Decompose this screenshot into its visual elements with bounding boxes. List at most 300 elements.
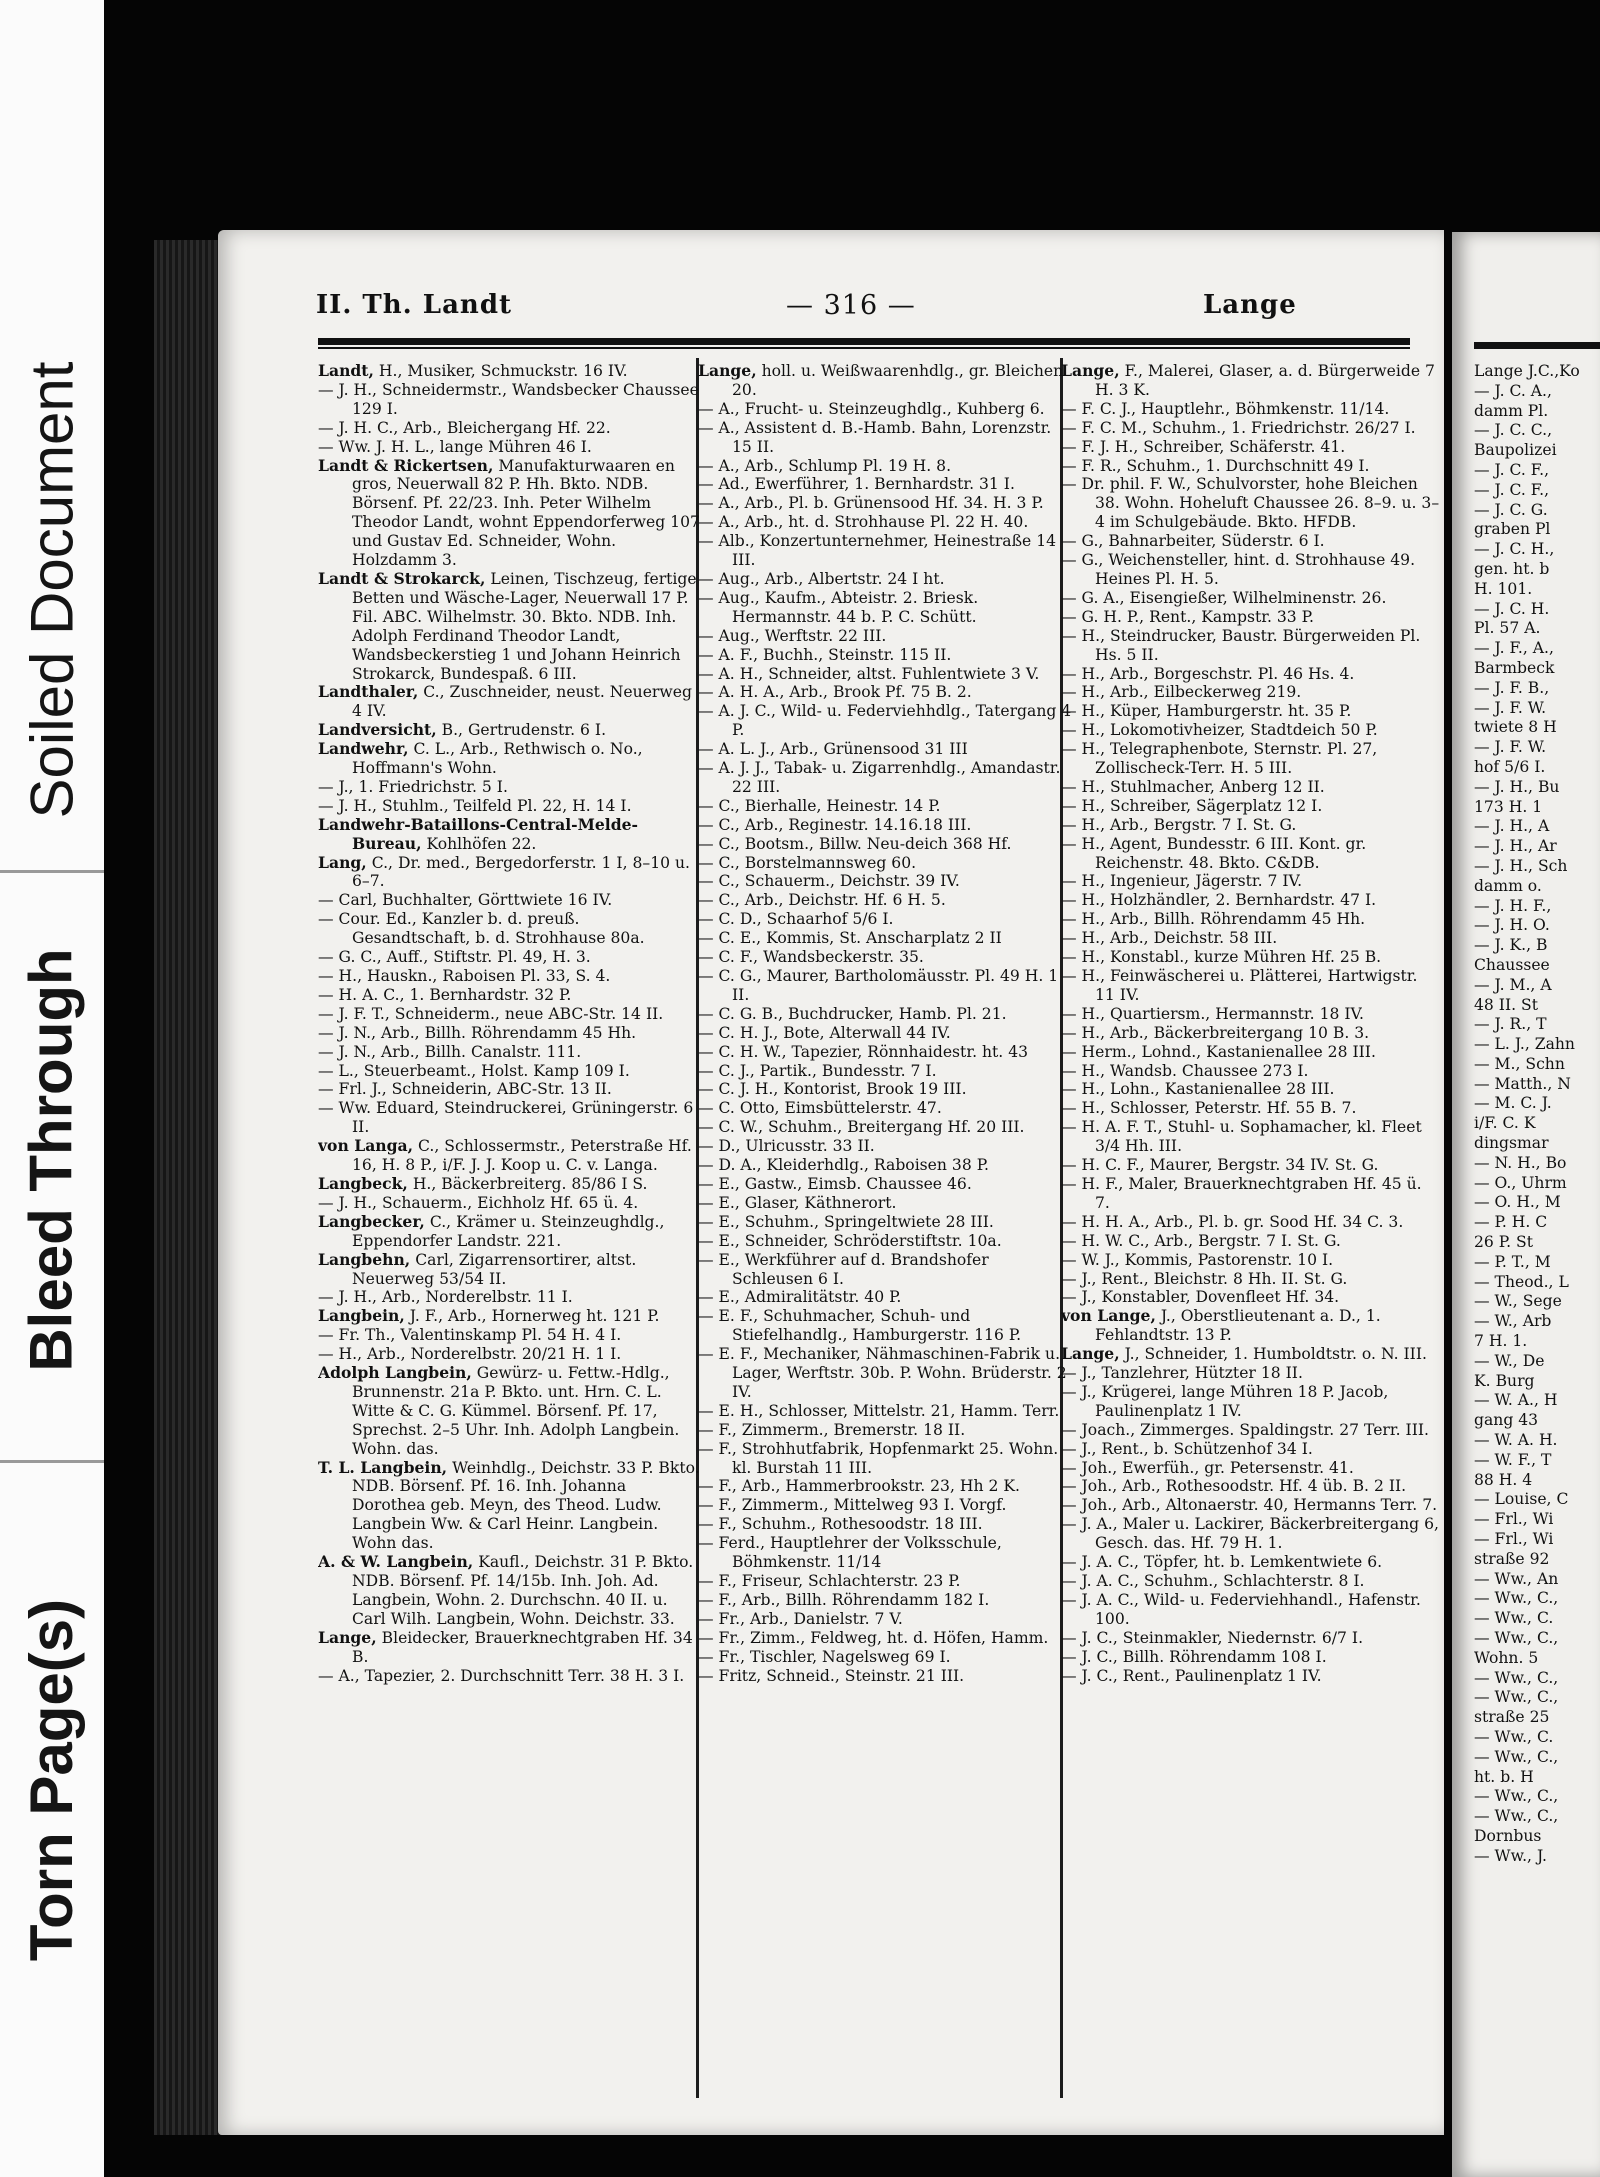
directory-entry <box>698 910 1073 929</box>
entry-text: Bleidecker, Brauerknechtgraben Hf. 34 B. <box>352 1628 693 1666</box>
adjacent-page-line: — Ww., J. <box>1474 1846 1547 1865</box>
entry-name: Landt & Rickertsen, <box>318 455 494 475</box>
entry-text: — F., Strohhutfabrik, Hopfenmarkt 25. Wohn. kl. Burstah 11 III. <box>698 1439 1059 1477</box>
entry-text: — J. C., Rent., Paulinenplatz 1 IV. <box>1061 1666 1322 1685</box>
entry-text: — H., Lokomotivheizer, Stadtdeich 50 P. <box>1061 721 1378 740</box>
entry-text: C., Schlossermstr., Peterstraße Hf. 16, H. 8 P., i/F. J. J. Koop u. C. v. Langa. <box>352 1137 692 1175</box>
directory-entry <box>318 797 700 816</box>
adjacent-page-line: Chaussee <box>1474 955 1550 974</box>
entry-text: — H., Schlosser, Peterstr. Hf. 55 B. 7. <box>1061 1099 1357 1118</box>
directory-entry <box>698 1515 1073 1534</box>
directory-entry <box>1061 1496 1441 1515</box>
adjacent-page-line: — J. H., Ar <box>1474 837 1557 856</box>
entry-text: — A., Arb., ht. d. Strohhause Pl. 22 H. 40. <box>698 513 1029 532</box>
adjacent-page-line: twiete 8 H <box>1474 718 1557 737</box>
directory-entry <box>698 835 1073 854</box>
entry-text: — H., Hauskn., Raboisen Pl. 33, S. 4. <box>318 967 611 985</box>
entry-text: holl. u. Weißwaarenhdlg., gr. Bleichen 20. <box>732 362 1064 399</box>
entry-name: von Langa, <box>318 1136 414 1156</box>
directory-entry <box>1061 419 1441 438</box>
directory-entry <box>698 589 1073 627</box>
directory-entry <box>698 854 1073 873</box>
entry-name: Langbecker, <box>318 1211 425 1231</box>
entry-text: — H., Konstabl., kurze Mühren Hf. 25 B. <box>1061 948 1382 967</box>
entry-text: — J., Konstabler, Dovenfleet Hf. 34. <box>1061 1288 1340 1307</box>
entry-name: Landt, <box>318 362 374 380</box>
entry-text: — H., Lohn., Kastanienallee 28 III. <box>1061 1080 1335 1099</box>
directory-entry <box>318 570 700 683</box>
entry-text: — H., Quartiersm., Hermannstr. 18 IV. <box>1061 1004 1365 1023</box>
directory-entry <box>698 891 1073 910</box>
entry-text: — J., Tanzlehrer, Hützter 18 II. <box>1061 1364 1303 1383</box>
entry-text: — J. H., Schauerm., Eichholz Hf. 65 ü. 4. <box>318 1193 639 1212</box>
entry-text: — J., Rent., Bleichstr. 8 Hh. II. St. G. <box>1061 1269 1348 1288</box>
directory-entry <box>698 532 1073 570</box>
entry-text: Gewürz- u. Fettw.-Hdlg., Brunnenstr. 21a P. Bkto. unt. Hrn. C. L. Witte & C. G. Kümmel. Börsenf. Pf. 17, Sprechst. 2–5 Uhr. Inh. Adolph Langbein. Wohn. das. <box>352 1364 680 1458</box>
adjacent-page-line: — L. J., Zahn <box>1474 1035 1575 1054</box>
entry-name: Adolph Langbein, <box>318 1363 472 1383</box>
adjacent-page-line: — W., Sege <box>1474 1292 1562 1311</box>
directory-entry <box>318 1345 700 1364</box>
directory-entry <box>1061 665 1441 684</box>
entry-text: — J. H., Stuhlm., Teilfeld Pl. 22, H. 14 I. <box>318 796 632 815</box>
directory-entry <box>698 740 1073 759</box>
adjacent-page-line: — J. C. H. <box>1474 599 1550 618</box>
directory-entry <box>318 778 700 797</box>
adjacent-page-line: — Ww., C., <box>1474 1807 1559 1826</box>
entry-text: — E., Gastw., Eimsb. Chaussee 46. <box>698 1174 972 1193</box>
directory-entry <box>1061 1099 1441 1118</box>
directory-entry <box>318 1629 700 1667</box>
directory-entry <box>698 1232 1073 1251</box>
directory-entry <box>1061 1515 1441 1553</box>
directory-entry <box>1061 1156 1441 1175</box>
entry-name: Landt & Strokarck, <box>318 568 486 588</box>
directory-entry <box>1061 778 1441 797</box>
entry-text: — C., Arb., Deichstr. Hf. 6 H. 5. <box>698 891 946 910</box>
entry-text: — A., Arb., Pl. b. Grünensood Hf. 34. H. 3 P. <box>698 494 1044 513</box>
entry-text: Leinen, Tischzeug, fertige Betten und Wäsche-Lager, Neuerwall 17 P. Fil. ABC. Wilhelmstr. 30. Bkto. NDB. Inh. Adolph Ferdinand Theodor Landt, Wandsbeckerstieg 1 und Johann Heinrich Strokarck, Bundespaß. 6 III. <box>352 569 697 683</box>
entry-text: — J. H., Arb., Norderelbstr. 11 I. <box>318 1288 573 1307</box>
directory-entry <box>698 1477 1073 1496</box>
adjacent-page-line: — W. A., H <box>1474 1391 1558 1410</box>
directory-entry <box>318 1251 700 1289</box>
entry-text: C., Zuschneider, neust. Neuerweg 4 IV. <box>352 683 692 721</box>
directory-entry <box>318 1005 700 1024</box>
directory-entry <box>698 419 1073 457</box>
directory-entry <box>318 1667 700 1686</box>
adjacent-page-line: — W., Arb <box>1474 1312 1552 1331</box>
directory-entry <box>1061 1345 1441 1364</box>
directory-entry <box>698 1194 1073 1213</box>
adjacent-page-line: i/F. C. K <box>1474 1114 1536 1133</box>
directory-entry <box>318 683 700 721</box>
entry-text: — Fr., Zimm., Feldweg, ht. d. Höfen, Hamm. <box>698 1628 1049 1647</box>
entry-text: — F., Schuhm., Rothesoodstr. 18 III. <box>698 1515 983 1534</box>
directory-entry <box>318 1194 700 1213</box>
directory-entry <box>318 1288 700 1307</box>
directory-entry <box>698 1610 1073 1629</box>
entry-name: Landversicht, <box>318 720 437 740</box>
directory-entry <box>318 438 700 457</box>
directory-entry <box>698 1629 1073 1648</box>
directory-entry <box>698 929 1073 948</box>
entry-text: — Frl. J., Schneiderin, ABC-Str. 13 II. <box>318 1080 612 1099</box>
entry-name: Langbein, <box>318 1306 405 1326</box>
entry-text: — C. J. H., Kontorist, Brook 19 III. <box>698 1080 967 1099</box>
adjacent-page-line: — J. C. F., <box>1474 460 1550 479</box>
label-bleed-through: Bleed Through <box>18 948 85 1372</box>
entry-text: — Fritz, Schneid., Steinstr. 21 III. <box>698 1666 965 1685</box>
adjacent-page-line: — Theod., L <box>1474 1272 1569 1291</box>
directory-entry <box>698 1591 1073 1610</box>
adjacent-page-lines <box>1474 362 1600 1867</box>
adjacent-page-line: — J. H. F., <box>1474 896 1552 915</box>
adjacent-page-line: — Ww., C., <box>1474 1629 1559 1647</box>
directory-entry <box>318 967 700 986</box>
directory-entry <box>318 740 700 778</box>
entry-text: — F., Arb., Billh. Röhrendamm 182 I. <box>698 1590 990 1609</box>
entry-text: — C. J., Partik., Bundesstr. 7 I. <box>698 1061 937 1080</box>
entry-text: — Joh., Arb., Rothesoodstr. Hf. 4 üb. B. 2 II. <box>1061 1477 1407 1496</box>
entry-text: Manufakturwaaren en gros, Neuerwall 82 P. Hh. Bkto. NDB. Börsenf. Pf. 22/23. Inh. Peter Wilhelm Theodor Landt, wohnt Eppendorferweg 107 und Gustav Ed. Schneider, Wohn. Holzdamm 3. <box>352 456 700 570</box>
entry-text: — G. H. P., Rent., Kampstr. 33 P. <box>1061 607 1314 626</box>
adjacent-page-line: straße 92 <box>1474 1549 1550 1568</box>
directory-entry <box>1061 1043 1441 1062</box>
directory-entry <box>698 759 1073 797</box>
directory-entry <box>698 400 1073 419</box>
entry-text: F., Malerei, Glaser, a. d. Bürgerweide 7 H. 3 K. <box>1095 362 1435 399</box>
directory-page <box>218 230 1444 2135</box>
directory-entry <box>698 1251 1073 1289</box>
directory-entry <box>1061 891 1441 910</box>
entry-text: — Fr., Tischler, Nagelsweg 69 I. <box>698 1647 951 1666</box>
entry-text: — Ad., Ewerführer, 1. Bernhardstr. 31 I. <box>698 475 1015 494</box>
adjacent-page-line: ht. b. H <box>1474 1767 1534 1786</box>
entry-text: — F. C. J., Hauptlehr., Böhmkenstr. 11/14. <box>1061 399 1390 418</box>
directory-entry <box>698 457 1073 476</box>
directory-entry <box>698 1307 1073 1345</box>
directory-entry <box>698 1080 1073 1099</box>
entry-text: J., Oberstlieutenant a. D., 1. Fehlandtstr. 13 P. <box>1095 1307 1381 1345</box>
entry-text: C., Dr. med., Bergedorferstr. 1 I, 8–10 u. 6–7. <box>352 853 690 891</box>
annotation-label-strip <box>0 0 104 2177</box>
entry-text: — C., Schauerm., Deichstr. 39 IV. <box>698 872 960 891</box>
directory-entry <box>318 1043 700 1062</box>
entry-text: — H., Telegraphenbote, Sternstr. Pl. 27, Zollischeck-Terr. H. 5 III. <box>1061 740 1378 778</box>
entry-text: — Cour. Ed., Kanzler b. d. preuß. Gesandtschaft, b. d. Strohhause 80a. <box>318 910 645 948</box>
adjacent-header-rule <box>1474 342 1600 349</box>
entry-name: von Lange, <box>1061 1306 1156 1326</box>
entry-text: J., Schneider, 1. Humboldtstr. o. N. III. <box>1119 1345 1427 1364</box>
entry-text: — H., Arb., Borgeschstr. Pl. 46 Hs. 4. <box>1061 664 1355 683</box>
entry-text: — Ferd., Hauptlehrer der Volksschule, Böhmkenstr. 11/14 <box>698 1534 1002 1572</box>
entry-text: — J. A. C., Wild- u. Federviehhandl., Hafenstr. 100. <box>1061 1590 1421 1628</box>
entry-text: H., Musiker, Schmuckstr. 16 IV. <box>373 362 628 380</box>
entry-text: — H., Holzhändler, 2. Bernhardstr. 47 I. <box>1061 891 1377 910</box>
adjacent-page-line: — Ww., An <box>1474 1569 1559 1588</box>
entry-text: — E. F., Mechaniker, Nähmaschinen-Fabrik u. Lager, Werftstr. 30b. P. Wohn. Brüderstr. 2 IV. <box>698 1345 1067 1401</box>
entry-text: — H., Schreiber, Sägerplatz 12 I. <box>1061 796 1323 815</box>
entry-text: — A. F., Buchh., Steinstr. 115 II. <box>698 645 952 664</box>
directory-entry <box>318 1307 700 1326</box>
entry-text: — H., Steindrucker, Baustr. Bürgerweiden Pl. Hs. 5 II. <box>1061 626 1421 664</box>
directory-entry <box>318 948 700 967</box>
entry-text: — F., Arb., Hammerbrookstr. 23, Hh 2 K. <box>698 1477 1020 1496</box>
entry-text: — H. A. F. T., Stuhl- u. Sophamacher, kl. Fleet 3/4 Hh. III. <box>1061 1118 1422 1156</box>
directory-entry <box>698 362 1073 400</box>
directory-entry <box>1061 1421 1441 1440</box>
directory-entry <box>1061 1270 1441 1289</box>
adjacent-page-line: Lange J.C.,Ko <box>1474 362 1580 380</box>
directory-entry <box>318 1080 700 1099</box>
adjacent-page-line: — O. H., M <box>1474 1193 1561 1212</box>
directory-entry <box>698 665 1073 684</box>
entry-text: — J. C., Billh. Röhrendamm 108 I. <box>1061 1647 1327 1666</box>
directory-entry <box>1061 1591 1441 1629</box>
adjacent-page-line: 88 H. 4 <box>1474 1470 1533 1489</box>
entry-text: B., Gertrudenstr. 6 I. <box>436 721 607 740</box>
adjacent-page-line: — Matth., N <box>1474 1074 1571 1093</box>
entry-text: — E. H., Schlosser, Mittelstr. 21, Hamm. Terr. <box>698 1401 1060 1420</box>
entry-text: — D., Ulricusstr. 33 II. <box>698 1137 875 1156</box>
adjacent-page-line: — Louise, C <box>1474 1490 1569 1509</box>
directory-entry <box>698 1421 1073 1440</box>
adjacent-page-line: — Ww., C. <box>1474 1727 1554 1746</box>
entry-text: — C., Borstelmannsweg 60. <box>698 853 917 872</box>
directory-entry <box>1061 627 1441 665</box>
directory-entry <box>318 381 700 419</box>
entry-text: Kohlhöfen 22. <box>421 834 537 853</box>
adjacent-page-line: K. Burg <box>1474 1371 1535 1390</box>
adjacent-page-line: 7 H. 1. <box>1474 1332 1528 1351</box>
entry-text: H., Bäckerbreiterg. 85/86 I S. <box>407 1174 648 1193</box>
entry-text: — A. H. A., Arb., Brook Pf. 75 B. 2. <box>698 683 972 702</box>
entry-text: — H. F., Maler, Brauerknechtgraben Hf. 45 ü. 7. <box>1061 1174 1422 1212</box>
adjacent-page-line: — J. F., A., <box>1474 639 1554 658</box>
entry-text: — H. H. A., Arb., Pl. b. gr. Sood Hf. 34 C. 3. <box>1061 1212 1404 1231</box>
entry-text: — L., Steuerbeamt., Holst. Kamp 109 I. <box>318 1061 630 1080</box>
directory-entry <box>1061 1667 1441 1686</box>
entry-text: — A. J. C., Wild- u. Federviehhdlg., Tatergang 4 P. <box>698 702 1072 740</box>
entry-text: — F. J. H., Schreiber, Schäferstr. 41. <box>1061 437 1346 456</box>
directory-entry <box>318 986 700 1005</box>
directory-entry <box>318 1099 700 1137</box>
directory-entry <box>1061 967 1441 1005</box>
entry-text: — E., Werkführer auf d. Brandshofer Schleusen 6 I. <box>698 1250 989 1288</box>
directory-entry <box>698 1534 1073 1572</box>
directory-entry <box>698 1667 1073 1686</box>
entry-text: — J., 1. Friedrichstr. 5 I. <box>318 777 508 796</box>
directory-entry <box>318 1137 700 1175</box>
entry-text: — Aug., Werftstr. 22 III. <box>698 626 887 645</box>
entry-text: — G., Weichensteller, hint. d. Strohhause 49. Heines Pl. H. 5. <box>1061 551 1416 588</box>
directory-entry <box>698 1175 1073 1194</box>
entry-text: — J. F. T., Schneiderm., neue ABC-Str. 14 II. <box>318 1004 664 1023</box>
entry-text: — C., Arb., Reginestr. 14.16.18 III. <box>698 815 972 834</box>
directory-entry <box>1061 1553 1441 1572</box>
directory-entry <box>1061 532 1441 551</box>
entry-text: — C. E., Kommis, St. Anscharplatz 2 II <box>698 929 1002 948</box>
adjacent-page-line: — O., Uhrm <box>1474 1173 1567 1192</box>
adjacent-page-line: 173 H. 1 <box>1474 797 1543 816</box>
entry-text: — A. H., Schneider, altst. Fuhlentwiete 3 V. <box>698 664 1040 683</box>
entry-text: — H., Arb., Norderelbstr. 20/21 H. 1 I. <box>318 1345 622 1364</box>
directory-entry <box>318 419 700 438</box>
directory-entry <box>698 1005 1073 1024</box>
column-2 <box>698 362 1073 2097</box>
directory-entry <box>1061 1213 1441 1232</box>
directory-entry <box>318 910 700 948</box>
directory-entry <box>318 457 700 570</box>
entry-text: — J. A., Maler u. Lackirer, Bäckerbreitergang 6, Gesch. das. Hf. 79 H. 1. <box>1061 1515 1440 1553</box>
entry-text: — A., Tapezier, 2. Durchschnitt Terr. 38 H. 3 I. <box>318 1666 685 1685</box>
entry-text: — Aug., Arb., Albertstr. 24 I ht. <box>698 569 945 588</box>
entry-text: — C. F., Wandsbeckerstr. 35. <box>698 948 924 967</box>
directory-entry <box>1061 1080 1441 1099</box>
directory-entry <box>698 627 1073 646</box>
entry-text: — H. A. C., 1. Bernhardstr. 32 P. <box>318 985 572 1004</box>
entry-text: — Dr. phil. F. W., Schulvorster, hohe Bleichen 38. Wohn. Hoheluft Chaussee 26. 8–9. u. 3–4 im Schulgebäude. Bkto. HFDB. <box>1061 475 1440 532</box>
adjacent-page-line: — Ww., C., <box>1474 1787 1559 1806</box>
adjacent-page-line: H. 101. <box>1474 579 1533 598</box>
directory-entry <box>698 1496 1073 1515</box>
adjacent-page-line: — J. F. B., <box>1474 678 1550 697</box>
entry-text: — Alb., Konzertunternehmer, Heinestraße 14 III. <box>698 532 1057 570</box>
entry-text: — J. A. C., Töpfer, ht. b. Lemkentwiete 6. <box>1061 1553 1383 1572</box>
directory-entry <box>698 1118 1073 1137</box>
adjacent-page-line: — Frl., Wi <box>1474 1510 1554 1529</box>
adjacent-page-line: — J. F. W. <box>1474 738 1547 757</box>
adjacent-page-line: gang 43 <box>1474 1411 1539 1430</box>
adjacent-page-line: — J. C. H., <box>1474 540 1555 559</box>
directory-entry <box>698 967 1073 1005</box>
directory-entry <box>698 1043 1073 1062</box>
entry-text: — J. N., Arb., Billh. Canalstr. 111. <box>318 1042 582 1061</box>
entry-text: — E., Admiralitätstr. 40 P. <box>698 1288 902 1307</box>
directory-entry <box>1061 1383 1441 1421</box>
entry-text: — H., Arb., Bäckerbreitergang 10 B. 3. <box>1061 1023 1370 1042</box>
entry-text: — F. R., Schuhm., 1. Durchschnitt 49 I. <box>1061 456 1370 475</box>
entry-name: Lang, <box>318 852 367 872</box>
adjacent-page-line: gen. ht. b <box>1474 559 1550 578</box>
entry-name: A. & W. Langbein, <box>318 1552 474 1572</box>
entry-text: Kaufl., Deichstr. 31 P. Bkto. NDB. Börsenf. Pf. 14/15b. Inh. Joh. Ad. Langbein, Wohn. 2. Durchschn. 40 II. u. Carl Wilh. Langbein, Wohn. Deichstr. 33. <box>352 1553 694 1628</box>
entry-name: Lange, <box>1061 362 1120 380</box>
entry-text: — D. A., Kleiderhdlg., Raboisen 38 P. <box>698 1156 989 1175</box>
adjacent-page-line: — J. C. A., <box>1474 381 1552 400</box>
directory-entry <box>318 854 700 892</box>
adjacent-page-line: — Ww., C., <box>1474 1668 1559 1687</box>
directory-entry <box>1061 1459 1441 1478</box>
adjacent-page-line: — M. C. J. <box>1474 1094 1552 1113</box>
entry-text: — C. Otto, Eimsbüttelerstr. 47. <box>698 1099 942 1118</box>
directory-entry <box>1061 1364 1441 1383</box>
entry-text: — J., Krügerei, lange Mühren 18 P. Jacob, Paulinenplatz 1 IV. <box>1061 1382 1389 1420</box>
directory-entry <box>1061 797 1441 816</box>
adjacent-page-line: hof 5/6 I. <box>1474 757 1546 776</box>
directory-entry <box>698 1099 1073 1118</box>
directory-entry <box>698 816 1073 835</box>
directory-entry <box>698 948 1073 967</box>
adjacent-page-line: — J. F. W. <box>1474 698 1547 717</box>
entry-text: — C., Bierhalle, Heinestr. 14 P. <box>698 796 941 815</box>
adjacent-page-line: Barmbeck <box>1474 658 1555 677</box>
directory-entry <box>1061 1232 1441 1251</box>
directory-entry <box>1061 1477 1441 1496</box>
entry-text: — C. D., Schaarhof 5/6 I. <box>698 910 894 929</box>
entry-text: — Fr. Th., Valentinskamp Pl. 54 H. 4 I. <box>318 1326 622 1345</box>
directory-entry <box>1061 702 1441 721</box>
entry-text: — E., Schuhm., Springeltwiete 28 III. <box>698 1212 994 1231</box>
entry-name: Lange, <box>1061 1344 1120 1364</box>
directory-entry <box>698 1024 1073 1043</box>
directory-entry <box>1061 1629 1441 1648</box>
adjacent-page-line: damm Pl. <box>1474 401 1549 420</box>
page-header-right: Lange <box>1203 290 1297 320</box>
directory-entry <box>1061 551 1441 589</box>
entry-text: — A., Frucht- u. Steinzeughdlg., Kuhberg 6. <box>698 399 1045 418</box>
directory-entry <box>1061 683 1441 702</box>
entry-text: Weinhdlg., Deichstr. 33 P. Bkto. NDB. Börsenf. Pf. 16. Inh. Johanna Dorothea geb. Meyn, des Theod. Ludw. Langbein Ww. & Carl Heinr. Langbein. Wohn das. <box>352 1458 700 1553</box>
entry-text: — H., Ingenieur, Jägerstr. 7 IV. <box>1061 872 1303 891</box>
directory-entry <box>698 1213 1073 1232</box>
directory-entry <box>1061 362 1441 400</box>
entry-text: — C. W., Schuhm., Breitergang Hf. 20 III. <box>698 1118 1025 1137</box>
entry-name: Landwehr-Bataillons-Central-Melde-Bureau, <box>318 814 639 853</box>
entry-text: — E., Schneider, Schröderstiftstr. 10a. <box>698 1231 1002 1250</box>
directory-entry <box>1061 1024 1441 1043</box>
directory-entry <box>698 475 1073 494</box>
entry-name: Lange, <box>318 1627 377 1647</box>
entry-text: — H., Agent, Bundesstr. 6 III. Kont. gr. Reichenstr. 48. Bkto. C&DB. <box>1061 834 1367 872</box>
adjacent-page-line: — J. K., B <box>1474 936 1548 955</box>
entry-text: — F., Zimmerm., Mittelweg 93 I. Vorgf. <box>698 1496 1007 1515</box>
directory-entry <box>318 1024 700 1043</box>
entry-text: — Herm., Lohnd., Kastanienallee 28 III. <box>1061 1042 1376 1061</box>
entry-text: — C., Bootsm., Billw. Neu-deich 368 Hf. <box>698 834 1012 853</box>
directory-entry <box>318 1553 700 1629</box>
adjacent-page-line: — W., De <box>1474 1351 1545 1370</box>
directory-entry <box>1061 929 1441 948</box>
directory-entry <box>318 1175 700 1194</box>
entry-text: Carl, Zigarrensortirer, altst. Neuerweg 53/54 II. <box>352 1250 637 1288</box>
adjacent-page-line: — J. C. C., <box>1474 421 1553 440</box>
entry-name: Langbehn, <box>318 1249 411 1269</box>
adjacent-page-line: Wohn. 5 <box>1474 1648 1539 1667</box>
adjacent-page-line: graben Pl <box>1474 520 1551 539</box>
entry-name: T. L. Langbein, <box>318 1457 448 1477</box>
entry-text: — J. A. C., Schuhm., Schlachterstr. 8 I. <box>1061 1572 1365 1590</box>
adjacent-page-line: — J. H., A <box>1474 817 1550 836</box>
entry-text: — A., Assistent d. B.-Hamb. Bahn, Lorenzstr. 15 II. <box>698 418 1052 456</box>
entry-text: — Ww. Eduard, Steindruckerei, Grüningerstr. 6 II. <box>318 1099 694 1137</box>
adjacent-page-line: — Ww., C., <box>1474 1688 1559 1707</box>
directory-entry <box>1061 1288 1441 1307</box>
entry-name: Langbeck, <box>318 1173 408 1193</box>
entry-text: — Ww. J. H. L., lange Mühren 46 I. <box>318 437 592 456</box>
adjacent-page-line: — N. H., Bo <box>1474 1153 1567 1172</box>
entry-text: — J., Rent., b. Schützenhof 34 I. <box>1061 1439 1313 1458</box>
directory-entry <box>1061 1062 1441 1081</box>
directory-entry <box>318 816 700 854</box>
adjacent-page-line: — J. C. G. <box>1474 500 1548 519</box>
adjacent-page-line: dingsmar <box>1474 1134 1549 1153</box>
page-number: — 316 — <box>786 290 916 321</box>
entry-text: — H., Stuhlmacher, Anberg 12 II. <box>1061 777 1325 796</box>
header-rule <box>318 338 1410 345</box>
entry-text: C. L., Arb., Rethwisch o. No., Hoffmann's Wohn. <box>352 740 643 778</box>
